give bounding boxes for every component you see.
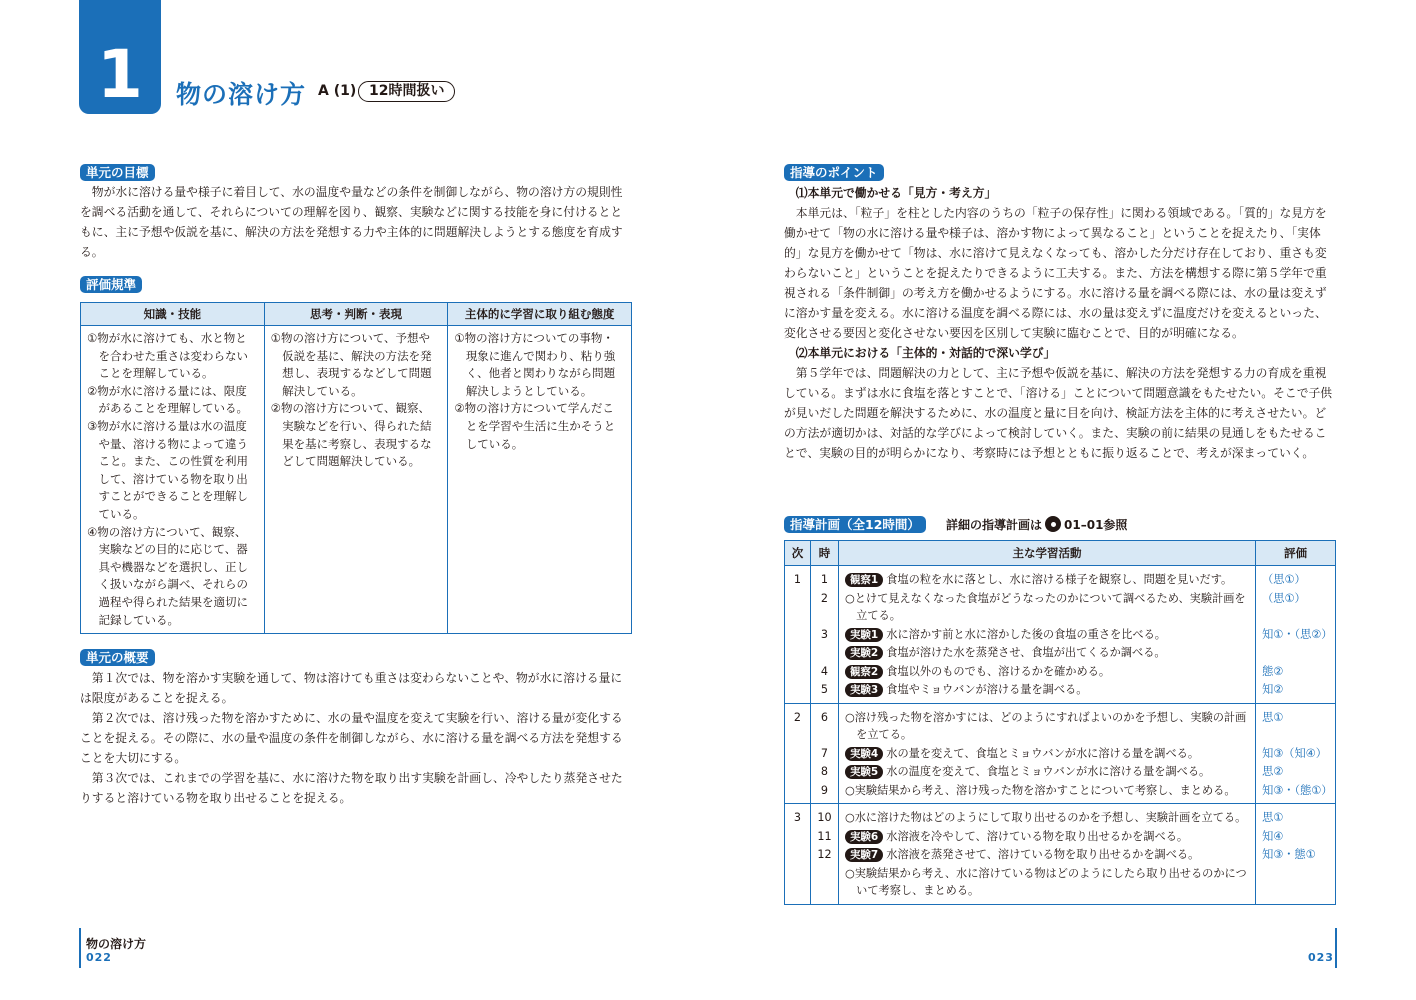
footer-rule-right [1335, 928, 1337, 968]
overview-text-2: 第２次では、溶け残った物を溶かすために、水の量や温度を変えて実験を行い、溶ける量が変化することを捉える。その際に、水の量や温度の条件を制御しながら、水に溶ける量を調べる方法を発想することを大切にする。 [80, 711, 623, 765]
plan-cell-hour [810, 864, 838, 905]
section-label-criteria: 評価規準 [80, 276, 142, 293]
plan-activity-body [845, 590, 1251, 625]
plan-cell-activity [838, 703, 1255, 744]
plan-cell-hour: 6 [810, 703, 838, 744]
activity-tag: 実験5 [845, 765, 883, 779]
plan-row [785, 845, 1336, 864]
plan-row [785, 643, 1336, 662]
plan-cell-ji [785, 680, 811, 703]
plan-cell-evaluation: 知④ [1256, 827, 1336, 846]
plan-cell-activity [838, 781, 1255, 804]
plan-activity-body [845, 644, 1251, 662]
plan-activity-body [845, 809, 1251, 827]
plan-cell-evaluation: 知③（知④） [1256, 744, 1336, 763]
activity-tag: 観察2 [845, 665, 883, 679]
plan-row [785, 589, 1336, 625]
plan-cell-hour: 3 [810, 625, 838, 644]
plan-activity-body [845, 681, 1251, 699]
plan-cell-hour: 9 [810, 781, 838, 804]
plan-activity-body [845, 571, 1251, 589]
plan-activity-body [845, 865, 1251, 900]
plan-cell-hour: 2 [810, 589, 838, 625]
plan-header-activity: 主な学習活動 [838, 541, 1255, 566]
plan-cell-activity [838, 589, 1255, 625]
plan-row [785, 680, 1336, 703]
plan-cell-evaluation: 知② [1256, 680, 1336, 703]
plan-cell-activity [838, 680, 1255, 703]
plan-row [785, 804, 1336, 827]
activity-tag: 実験6 [845, 830, 883, 844]
section-label-points: 指導のポイント [784, 164, 884, 181]
plan-cell-evaluation: 知③・態① [1256, 845, 1336, 864]
criteria-item: ④物の溶け方について、観察、実験などの目的に応じて、器具や機器などを選択し、正しく扱いながら調べ、それらの過程や得られた結果を適切に記録している。 [87, 524, 248, 627]
activity-text: 食塩以外のものでも、溶けるかを確かめる。 [886, 664, 1111, 678]
activity-text: 水の量を変えて、食塩とミョウバンが水に溶ける量を調べる。 [886, 746, 1200, 760]
activity-text: ○溶け残った物を溶かすには、どのようにすればよいのかを予想し、実験の計画を立てる。 [844, 710, 1247, 741]
criteria-cell-thinking [264, 326, 448, 634]
chapter-hours-badge: 12時間扱い [358, 81, 455, 102]
plan-header-hour: 時 [810, 541, 838, 566]
activity-text: 食塩の粒を水に落とし、水に溶ける様子を観察し、問題を見いだす。 [886, 573, 1233, 586]
plan-cell-activity [838, 804, 1255, 827]
plan-cell-ji [785, 781, 811, 804]
activity-text: ○とけて見えなくなった食塩がどうなったのかについて調べるため、実験計画を立てる。 [844, 591, 1246, 622]
plan-activity-body [845, 626, 1251, 644]
plan-cell-activity [838, 762, 1255, 781]
page-number-right: 023 [1308, 951, 1334, 964]
section-label-goals: 単元の目標 [80, 164, 155, 181]
activity-tag: 実験3 [845, 683, 883, 697]
plan-cell-activity [838, 744, 1255, 763]
chapter-title: 物の溶け方 [176, 80, 307, 109]
plan-cell-ji: 1 [785, 566, 811, 589]
criteria-cell-knowledge [81, 326, 265, 634]
plan-cell-ji [785, 762, 811, 781]
plan-cell-ji [785, 744, 811, 763]
plan-cell-evaluation: 知③・（態①） [1256, 781, 1336, 804]
plan-cell-hour: 11 [810, 827, 838, 846]
activity-tag: 実験1 [845, 628, 883, 642]
plan-header-ji: 次 [785, 541, 811, 566]
plan-activity-body [845, 782, 1251, 800]
plan-header-evaluation: 評価 [1256, 541, 1336, 566]
criteria-header-thinking: 思考・判断・表現 [264, 303, 448, 326]
plan-row [785, 762, 1336, 781]
chapter-number: 1 [79, 0, 161, 114]
points-text-1: 本単元は、「粒子」を柱とした内容のうちの「粒子の保存性」に関わる領域である。「質的」な見方を働かせて「物の水に溶ける量や様子は、溶かす物によって異なること」ということを捉えたり、「実体的」な見方を働かせて「物は、水に溶けて見えなくなっても、溶かした分だけ存在しており、重さも変わらないこと」ということを捉えたりできるように工夫する。また、方法を構想する際に第５学年で重視される「条件制御」の考え方を働かせるようにする。水に溶ける量を調べる際には、水の量は変えずに溶かす量を変える。水に溶ける温度を調べる際には、水の量は変えずに温度だけを変えるといった、変化させる要因と変化させない要因を区別して実験に臨むことで、目的が明確になる。 [784, 206, 1327, 340]
plan-caption-pre: 詳細の指導計画は [946, 518, 1043, 532]
criteria-item: ①物の溶け方について、予想や仮説を基に、解決の方法を発想し、表現するなどして問題解決している。 [270, 331, 432, 398]
criteria-item: ③物が水に溶ける量は水の温度や量、溶ける物によって違うこと。また、この性質を利用して、溶けている物を取り出すことができることを理解している。 [87, 418, 248, 521]
plan-cell-activity [838, 864, 1255, 905]
activity-text: 水に溶かす前と水に溶かした後の食塩の重さを比べる。 [886, 627, 1166, 641]
plan-row [785, 781, 1336, 804]
plan-caption-post: 01–01参照 [1064, 518, 1128, 532]
plan-activity-body [845, 709, 1251, 744]
plan-activity-body [845, 745, 1251, 763]
plan-cell-ji: 2 [785, 703, 811, 744]
criteria-cell-attitude [448, 326, 632, 634]
plan-cell-ji [785, 864, 811, 905]
plan-cell-activity [838, 845, 1255, 864]
plan-row [785, 566, 1336, 589]
plan-cell-activity [838, 566, 1255, 589]
plan-cell-evaluation [1256, 643, 1336, 662]
activity-text: 水溶液を冷やして、溶けている物を取り出せるかを調べる。 [886, 829, 1189, 843]
plan-cell-ji [785, 589, 811, 625]
section-label-overview: 単元の概要 [80, 649, 155, 666]
plan-cell-evaluation: 思① [1256, 804, 1336, 827]
plan-cell-ji [785, 827, 811, 846]
chapter-code: A (1) [318, 83, 357, 99]
activity-tag: 実験2 [845, 646, 883, 660]
plan-cell-hour: 1 [810, 566, 838, 589]
goals-text: 物が水に溶ける量や様子に着目して、水の温度や量などの条件を制御しながら、物の溶け方の規則性を調べる活動を通して、それらについての理解を図り、観察、実験などに関する技能を身に付けるとともに、主に予想や仮説を基に、解決の方法を発想する力や主体的に問題解決しようとする態度を育成する。 [80, 185, 623, 259]
criteria-item: ②物の溶け方について学んだことを学習や生活に生かそうとしている。 [454, 401, 616, 451]
section-label-plan: 指導計画（全12時間） [784, 516, 926, 533]
plan-row [785, 625, 1336, 644]
plan-cell-ji [785, 625, 811, 644]
plan-cell-evaluation [1256, 864, 1336, 905]
plan-cell-evaluation: 思① [1256, 703, 1336, 744]
plan-cell-activity [838, 625, 1255, 644]
points-heading-1: ⑴本単元で働かせる「見方・考え方」 [795, 186, 997, 200]
criteria-item: ①物の溶け方についての事物・現象に進んで関わり、粘り強く、他者と関わりながら問題解決しようとしている。 [454, 331, 616, 398]
activity-tag: 観察1 [845, 573, 883, 587]
plan-caption [946, 516, 1127, 533]
plan-row [785, 662, 1336, 681]
points-paragraph [784, 183, 1336, 463]
criteria-item: ②物が水に溶ける量には、限度があることを理解している。 [87, 383, 248, 416]
footer-title: 物の溶け方 [86, 937, 147, 951]
activity-text: ○実験結果から考え、水に溶けている物はどのようにしたら取り出せるのかについて考察し、まとめる。 [844, 866, 1247, 897]
points-heading-2: ⑵本単元における「主体的・対話的で深い学び」 [795, 346, 1056, 360]
plan-body [785, 566, 1336, 905]
plan-cell-hour: 5 [810, 680, 838, 703]
overview-text-1: 第１次では、物を溶かす実験を通して、物は溶けても重さは変わらないことや、物が水に溶ける量には限度があることを捉える。 [80, 671, 623, 705]
plan-cell-hour: 10 [810, 804, 838, 827]
plan-cell-evaluation: 思② [1256, 762, 1336, 781]
activity-text: 水の温度を変えて、食塩とミョウバンが水に溶ける量を調べる。 [886, 765, 1211, 778]
plan-cell-hour: 8 [810, 762, 838, 781]
plan-cell-activity [838, 643, 1255, 662]
plan-cell-ji [785, 845, 811, 864]
plan-cell-hour [810, 643, 838, 662]
criteria-item: ①物が水に溶けても、水と物とを合わせた重さは変わらないことを理解している。 [87, 331, 248, 381]
activity-text: ○実験結果から考え、溶け残った物を溶かすことについて考察し、まとめる。 [844, 783, 1236, 797]
plan-cell-activity [838, 827, 1255, 846]
plan-activity-body [845, 846, 1251, 864]
criteria-header-attitude: 主体的に学習に取り組む態度 [448, 303, 632, 326]
plan-cell-evaluation: 態② [1256, 662, 1336, 681]
plan-cell-ji [785, 643, 811, 662]
activity-text: 水溶液を蒸発させて、溶けている物を取り出せるかを調べる。 [886, 848, 1200, 861]
plan-row [785, 744, 1336, 763]
plan-cell-evaluation: （思①） [1256, 589, 1336, 625]
page-number-left: 022 [86, 951, 112, 964]
plan-cell-hour: 12 [810, 845, 838, 864]
disc-icon [1045, 516, 1061, 532]
criteria-item: ②物の溶け方について、観察、実験などを行い、得られた結果を基に考察し、表現するなどして問題解決している。 [270, 401, 432, 469]
plan-activity-body [845, 828, 1251, 846]
plan-cell-hour: 4 [810, 662, 838, 681]
plan-row [785, 864, 1336, 905]
activity-text: 食塩やミョウバンが溶ける量を調べる。 [886, 683, 1088, 696]
plan-cell-hour: 7 [810, 744, 838, 763]
activity-tag: 実験4 [845, 747, 883, 761]
plan-cell-evaluation: 知①・（思②） [1256, 625, 1336, 644]
plan-activity-body [845, 663, 1251, 681]
plan-table [784, 540, 1336, 905]
points-text-2: 第５学年では、問題解決の力として、主に予想や仮説を基に、解決の方法を発想する力の育成を重視している。まずは水に食塩を落とすことで、「溶ける」ことについて問題意識をもたせたい。そこで子供が見いだした問題を解決するために、水の温度と量に目を向け、検証方法を主体的に考えさせたい。どの方法が適切かは、対話的な学びによって検討していく。また、実験の前に結果の見通しをもたせることで、実験の目的が明らかになり、考察時には予想とともに振り返ることで、考えが深まっていく。 [784, 366, 1333, 460]
activity-text: 食塩が溶けた水を蒸発させ、食塩が出てくるか調べる。 [886, 646, 1166, 659]
footer-rule-left [79, 928, 81, 968]
overview-paragraph [80, 668, 632, 808]
overview-text-3: 第３次では、これまでの学習を基に、水に溶けた物を取り出す実験を計画し、冷やしたり蒸発させたりすると溶けている物を取り出せることを捉える。 [80, 771, 623, 805]
plan-cell-ji: 3 [785, 804, 811, 827]
criteria-table [80, 302, 632, 634]
plan-cell-activity [838, 662, 1255, 681]
plan-activity-body [845, 763, 1251, 781]
criteria-header-knowledge: 知識・技能 [81, 303, 265, 326]
plan-cell-evaluation: （思①） [1256, 566, 1336, 589]
goals-paragraph [80, 182, 632, 262]
plan-cell-ji [785, 662, 811, 681]
activity-tag: 実験7 [845, 848, 883, 862]
plan-row [785, 703, 1336, 744]
plan-row [785, 827, 1336, 846]
activity-text: ○水に溶けた物はどのようにして取り出せるのかを予想し、実験計画を立てる。 [844, 811, 1247, 824]
